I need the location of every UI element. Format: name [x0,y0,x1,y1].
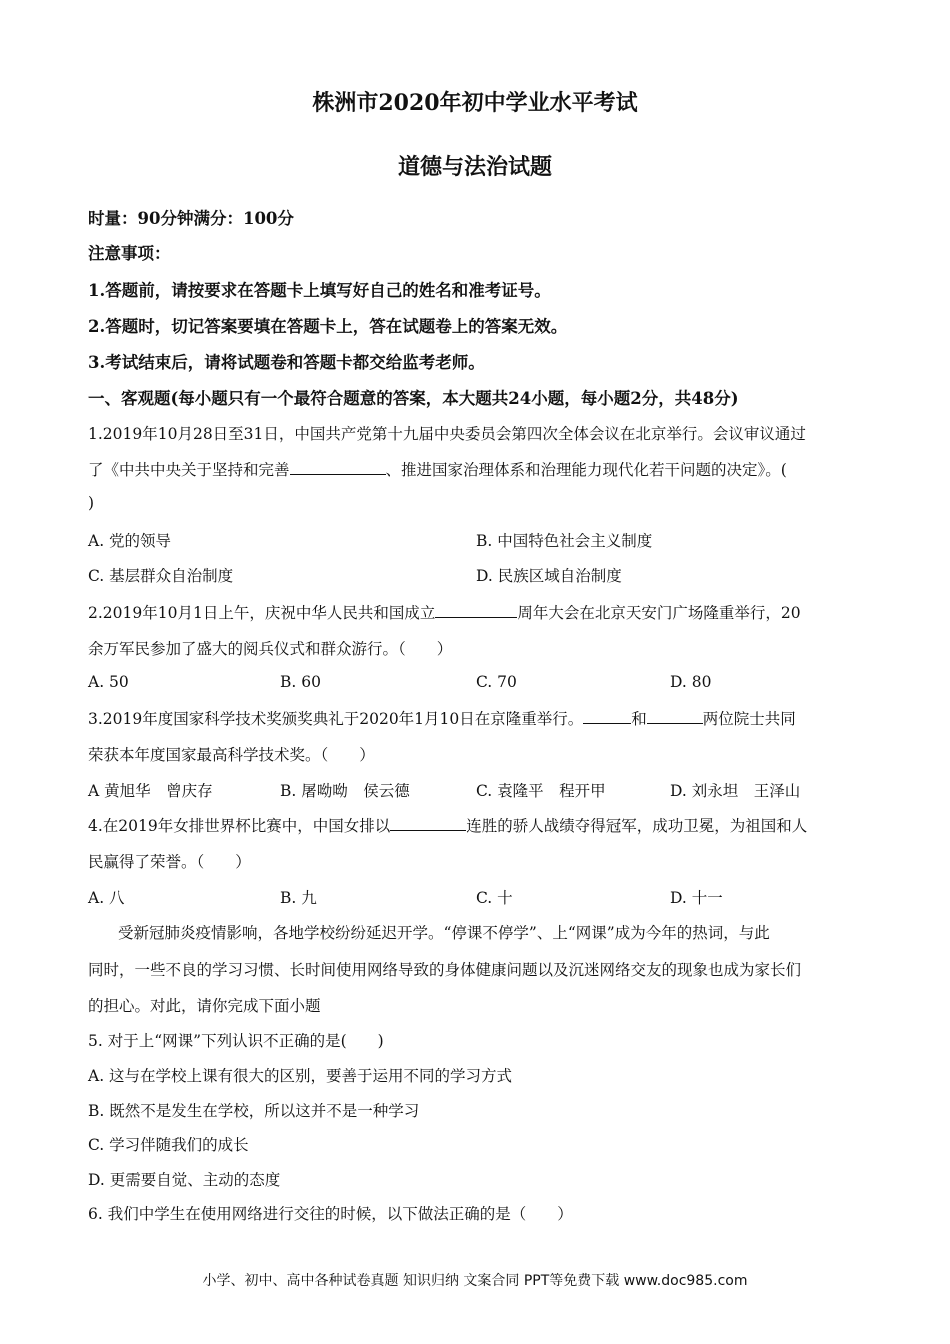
exam-title: 株洲市2020年初中学业水平考试 [312,90,638,116]
question-5-stem: 5. 对于上“网课”下列认识不正确的是( ) [88,1032,384,1050]
passage-line: 受新冠肺炎疫情影响，各地学校纷纷延迟开学。“停课不停学”、上“网课”成为今年的热词，与此 [118,924,770,942]
option-c: C. 十 [476,889,513,907]
option-d: D. 十一 [670,889,723,907]
option-c: C. 学习伴随我们的成长 [88,1136,249,1154]
answer-blank [390,816,466,831]
answer-blank [647,709,703,724]
option-c: C. 70 [476,673,517,691]
question-4-text: 4.在2019年女排世界杯比赛中，中国女排以 [88,817,391,835]
question-3-text: 和 [631,710,647,728]
option-a: A 黄旭华 曾庆存 [88,782,213,800]
question-1-line [88,458,787,480]
question-6-stem: 6. 我们中学生在使用网络进行交往的时候，以下做法正确的是（ ） [88,1205,573,1223]
option-c: C. 袁隆平 程开甲 [476,782,606,800]
option-a: A. 50 [88,673,129,691]
answer-blank [583,709,631,724]
question-2-line [88,601,801,623]
question-3-line: 荣获本年度国家最高科学技术奖。（ ） [88,746,375,764]
question-4-line: 民赢得了荣誉。（ ） [88,853,251,871]
notice-item: 1.答题前，请按要求在答题卡上填写好自己的姓名和准考证号。 [88,281,551,300]
question-4-line [88,814,807,836]
option-b: B. 屠呦呦 侯云德 [280,782,410,800]
notice-title: 注意事项： [88,244,171,263]
question-1-line: 1.2019年10月28日至31日，中国共产党第十九届中央委员会第四次全体会议在北京举行。会议审议通过 [88,425,806,443]
question-3-line [88,707,796,729]
question-4-text: 连胜的骄人战绩夺得冠军，成功卫冕，为祖国和人 [466,817,808,835]
option-b: B. 九 [280,889,317,907]
passage-line: 的担心。对此，请你完成下面小题 [88,997,321,1015]
option-d: D. 民族区域自治制度 [476,567,622,585]
option-a: A. 八 [88,889,125,907]
option-b: B. 既然不是发生在学校，所以这并不是一种学习 [88,1102,420,1120]
option-d: D. 刘永坦 王泽山 [670,782,801,800]
answer-blank [435,603,517,618]
option-a: A. 这与在学校上课有很大的区别，要善于运用不同的学习方式 [88,1067,513,1085]
option-b: B. 中国特色社会主义制度 [476,532,653,550]
exam-subtitle: 道德与法治试题 [397,154,552,180]
exam-time-info: 时量：90分钟满分：100分 [88,209,294,228]
passage-line: 同时，一些不良的学习习惯、长时间使用网络导致的身体健康问题以及沉迷网络交友的现象也成为家长们 [88,961,802,979]
option-a: A. 党的领导 [88,532,172,550]
answer-blank [290,460,386,475]
question-1-line: ) [88,494,95,512]
notice-item: 3.考试结束后，请将试题卷和答题卡都交给监考老师。 [88,353,485,372]
question-3-text: 两位院士共同 [702,710,796,728]
question-1-text: 了《中共中央关于坚持和完善 [88,461,290,479]
option-d: D. 更需要自觉、主动的态度 [88,1171,281,1189]
page-footer: 小学、初中、高中各种试卷真题 知识归纳 文案合同 PPT等免费下载 www.doc985.com [202,1273,748,1289]
section-heading: 一、客观题(每小题只有一个最符合题意的答案，本大题共24小题，每小题2分，共48分) [88,389,739,408]
question-1-text: 、推进国家治理体系和治理能力现代化若干问题的决定》。( [385,461,787,479]
question-2-text: 2.2019年10月1日上午，庆祝中华人民共和国成立 [88,604,436,622]
option-d: D. 80 [670,673,712,691]
option-b: B. 60 [280,673,321,691]
option-c: C. 基层群众自治制度 [88,567,234,585]
notice-item: 2.答题时，切记答案要填在答题卡上，答在试题卷上的答案无效。 [88,317,568,336]
question-3-text: 3.2019年度国家科学技术奖颁奖典礼于2020年1月10日在京隆重举行。 [88,710,584,728]
question-2-line: 余万军民参加了盛大的阅兵仪式和群众游行。（ ） [88,640,453,658]
question-2-text: 周年大会在北京天安门广场隆重举行，20 [517,604,801,622]
